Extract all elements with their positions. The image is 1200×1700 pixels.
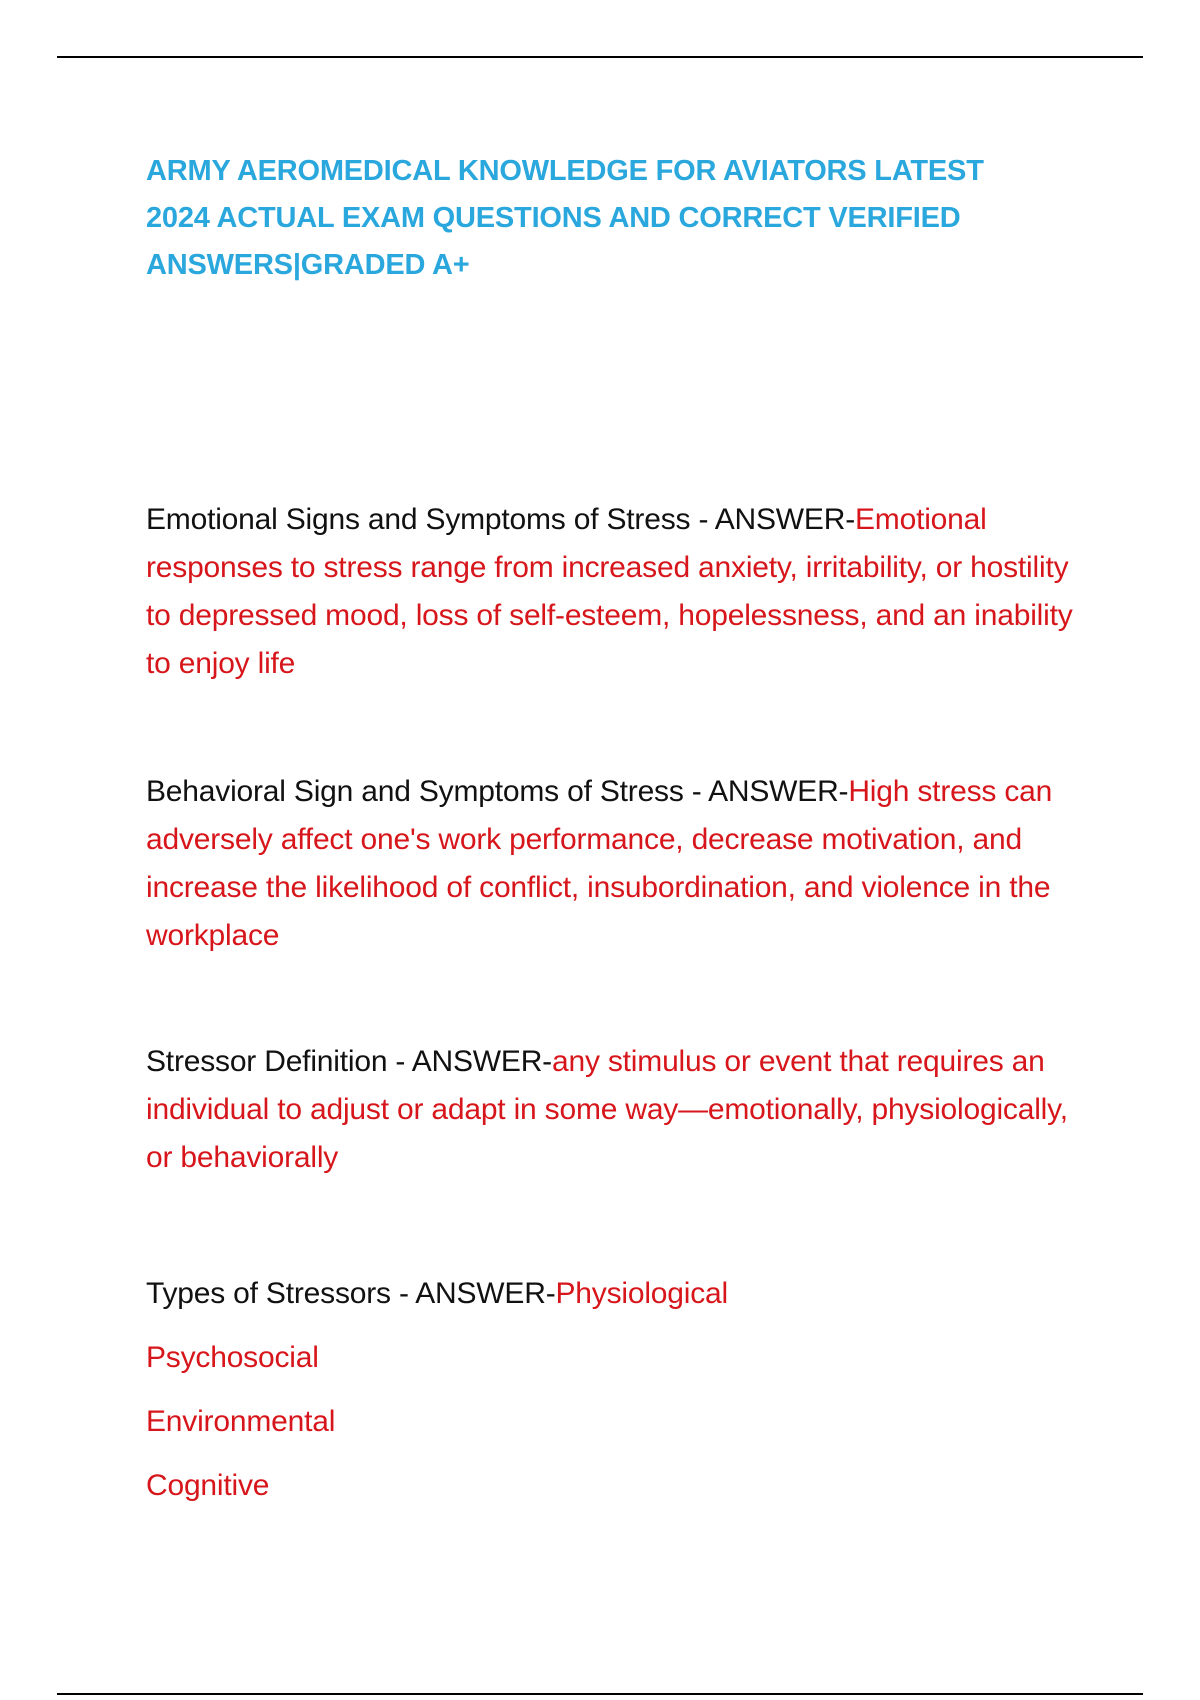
question-text: Types of Stressors - ANSWER- xyxy=(146,1277,556,1310)
document-title: ARMY AEROMEDICAL KNOWLEDGE FOR AVIATORS LATEST 2024 ACTUAL EXAM QUESTIONS AND CORRECT VERIFIED ANSWERS|GRADED A+ xyxy=(146,155,984,281)
answer-line: Psychosocial xyxy=(146,1341,319,1374)
top-rule xyxy=(57,56,1143,58)
answer-line: Environmental xyxy=(146,1405,336,1438)
qa-item-behavioral-signs xyxy=(146,768,1076,960)
qa-item-types-of-stressors xyxy=(146,1262,1076,1518)
answer-line: Physiological xyxy=(555,1277,728,1310)
types-question-line xyxy=(146,1262,1076,1326)
answer-text: High stress can adversely affect one's work performance, decrease motivation, and increase the likelihood of conflict, insubordination, and violence in the workplace xyxy=(146,775,1053,952)
question-text: Stressor Definition - ANSWER- xyxy=(146,1045,552,1078)
question-text: Emotional Signs and Symptoms of Stress - ANSWER- xyxy=(146,503,855,536)
answer-text: any stimulus or event that requires an individual to adjust or adapt in some way—emotionally, physiologically, or behaviorally xyxy=(146,1045,1068,1174)
bottom-rule xyxy=(57,1693,1143,1695)
answer-line: Cognitive xyxy=(146,1469,270,1502)
answer-text: Emotional responses to stress range from increased anxiety, irritability, or hostility to depressed mood, loss of self-esteem, hopelessness, and an inability to enjoy life xyxy=(146,503,1073,680)
question-text: Behavioral Sign and Symptoms of Stress - ANSWER- xyxy=(146,775,849,808)
qa-item-emotional-signs xyxy=(146,496,1076,688)
qa-item-stressor-definition xyxy=(146,1038,1076,1182)
